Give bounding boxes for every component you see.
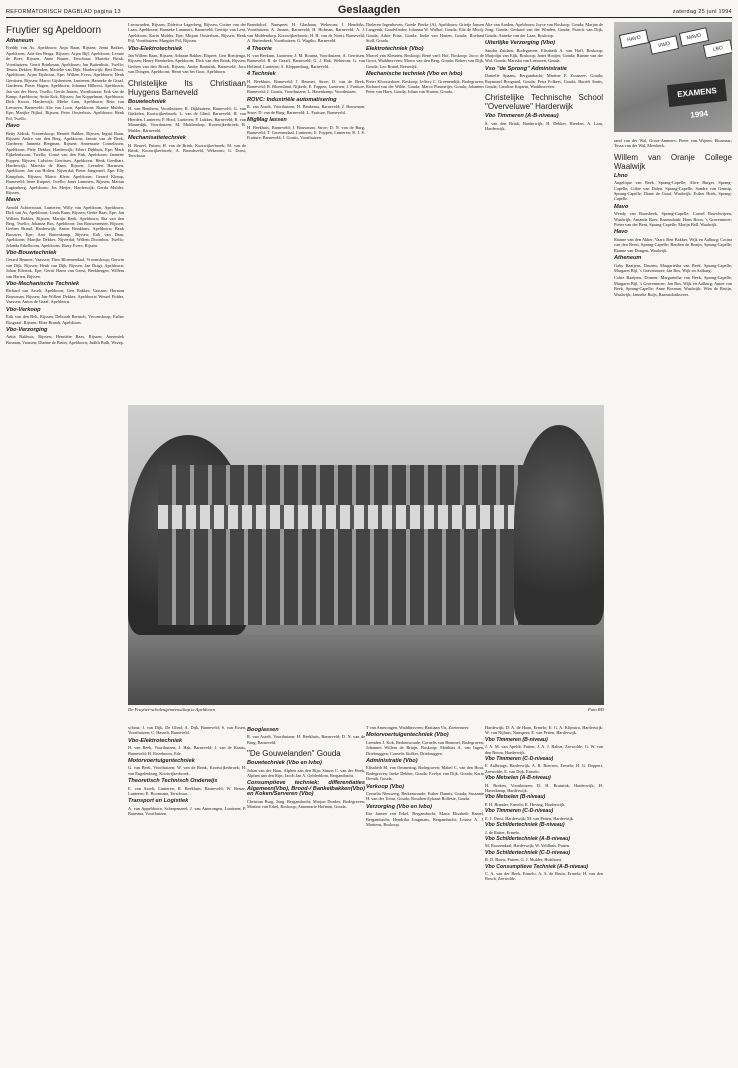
school-title: Fruytier sg Apeldoorn bbox=[6, 25, 102, 36]
graduate-list: T van Amerongen, Waddinxveen; Bastiaan Vis, Zoetermeer. bbox=[366, 725, 470, 730]
section-heading: Vbo Timmeren (B-niveau) bbox=[485, 736, 548, 743]
graduate-list: Elisabeth M. van Ommering, Bodegraven; Mabel C. van den Hout, Bodegraven; Ineke Dekker, Gouda; Evelyn van Dijk, Gouda; Karin Drenth, Gouda. bbox=[366, 765, 484, 782]
section-heading: Theoretisch Technisch Onderwijs bbox=[128, 778, 218, 785]
section-heading: 4 Techniek bbox=[247, 71, 276, 78]
graduate-list: Betty Aldink, Vroomshoop; Henriët Bakker, Rijssen; Ingrid Baan, Rijssen; Andre van den Berg, Apeldoorn; Jannie van de Beek, Garderen; Jannetta Bregman, Rijssen; Annemarie Cornelissen, Apeldoorn; Piety Dekker, Harderwijk; Eibert Dijkhuis, Epe; Mark Eijkelenboom, Twello; Corné van den Enk, Apeldoorn; Jannette Foppen, Rijssen; Lidwien Gerritsen, Apeldoorn; Henk Goedhart, Harderwijk; Mariska de Haan, Rijssen; Leendert Harmsen, Apeldoorn; Jan van Holten, Nijverdal; Pieter Jongeneel, Epe; Elly Kamphuis, Rijssen; Marco Klein, Apeldoorn; Gerard Klomp, Barneveld; Irene Kuipers, Twello; Janet Lammers, Rijssen; Marian Lugtenberg, Apeldoorn; Jos Meijer, Harderwijk; Gerda Mulder, Rijssen. bbox=[6, 130, 124, 195]
graduate-list: Alie van Aarden, Apeldoorn; Joyce van Boskoop, Gouda; Marjan de Jong, Gouda; Gerhard van der Winden, Gouda; Patrick van Dijk, Gouda; Anneke van der Laan, Boskoop. bbox=[485, 22, 603, 38]
exam-photo bbox=[614, 22, 732, 132]
section-heading: Vbo Timmeren (C-D-niveau) bbox=[485, 808, 554, 815]
section-heading: Atheneum bbox=[6, 38, 34, 44]
section-heading: Vbo-Verkoop bbox=[6, 306, 41, 313]
section-heading: Mechanisatietechniek bbox=[128, 135, 186, 142]
graduate-list: Pieter Kloosterboer, Boskoop; Jeffrey C. Groenendijk, Bodegraven; Richard van der Wilde, Gouda; Marco Plasmeijer, Gouda; Johannes Peter van Harn, Gouda; Johan van Straten, Gouda. bbox=[366, 78, 484, 95]
page-header bbox=[6, 4, 732, 18]
bottom-column-4 bbox=[366, 725, 484, 1065]
column-4 bbox=[366, 22, 484, 402]
graduate-list: Ilse Jansen van Erkel, Bergambacht; Maria Elisabeth Hamel, Bergambacht; Hendrika Jongmans, Bergambacht; Louise A. J. Marttens, Boskoop. bbox=[366, 811, 484, 828]
section-heading: Vbo Timmeren (A-B-niveau) bbox=[485, 113, 559, 120]
exam-banner: EXAMENS 1994 bbox=[667, 79, 727, 107]
graduate-list: F. Aalbrings, Harderwijk; A. R. Boersen, Ermelo; H. G. Doppert, Zeewolde; E. van Dijk, Ermelo. bbox=[485, 763, 603, 774]
graduate-list: R. van Asselt, Voorthuizen; H. Beukema, Barneveld; J. Bouwman, Stroe; D. van de Burg, Barneveld; L. Fraiture, Barneveld. bbox=[247, 104, 365, 115]
graduate-list: E. van Asselt, Lunteren; R. Beekhuis, Barneveld; W. Beuze, Lunteren; E. Boomsma, Terschuur. bbox=[128, 785, 246, 797]
graduate-list: C. A. van der Beek, Ermelo; A. S. de Bruin, Ermelo; H. van den Bosch, Zeewolde. bbox=[485, 870, 603, 882]
graduate-list: R. van Asselt, Voorthuizen; H. Beekhuis, Barneveld; D. N. van de Burg, Barneveld. bbox=[247, 734, 365, 745]
graduate-list: Anita Bakhuis, Rijssen; Henriëtte Baas, Rijssen; Annemiek Bosman, Vaassen; Dianne de Bruin, Apeldoorn; Judith Bulk, Wezep. bbox=[6, 334, 124, 345]
graduate-list: H. Beekhuis, Barneveld; J. Bouwman, Stroe; D. N. van de Burg, Barneveld; T. Groenendaal, Lunteren; E. Foppen, Lunteren; R. J. S. Fraiture, Barneveld; J. Goutis, Voorthuizen. bbox=[247, 124, 365, 141]
gutter-6 bbox=[604, 22, 612, 1062]
section-heading: Verzorging (Vbo en lvbo) bbox=[366, 803, 432, 810]
section-heading: Vbo-Bouwtechniek bbox=[6, 250, 57, 257]
section-heading: Verkoop (Vbo) bbox=[366, 783, 405, 790]
section-heading: MigMag lassen bbox=[247, 117, 287, 124]
bottom-column-5 bbox=[485, 725, 603, 1065]
graduate-list: Erik van den Belt, Rijssen; Deborah Bermolt, Vroomshoop; Esther Bosgraaf, Rijssen; Elize Brandt, Apeldoorn. bbox=[6, 314, 124, 325]
sign-icon: HAVO bbox=[619, 29, 649, 49]
graduate-list: Brandsdorf, Nunspeet; H. Glashaan, Wekerom; J. Hendriks, Voorthuizen; A. Jansen, Barneveld; H. Hofman, Barneveld; A. J. van Middendorp, Kootwijkerbroek; H. H. van de Noort, Barneveld; A. Ruitenbeek, Voorthuizen; G. Wagtho, Barneveld. bbox=[247, 22, 365, 44]
section-heading: Booglassen bbox=[247, 727, 279, 733]
graduate-list: H. van Beek, Voorthuizen; J. Hak, Barneveld; J. van de Kraats, Barneveld; H. Rozeboom, Ede. bbox=[128, 745, 246, 756]
school-photo bbox=[128, 405, 604, 705]
graduate-list: Wendy van Baarsbeek, Sprang-Capelle; Cornel Bouwhuijzen, Waalwijk; Amanda Boer, Raamsdonk; Hans Boon, 's Gravenmoer; Pieter van der Bent, Sprang-Capelle; Marijn Bell, Waalwijk. bbox=[614, 211, 732, 228]
graduate-list: H. van Benthem, Voorthuizen; R. Dijkhuizen, Barneveld; G. van Ginkelen, Kootwijkerbroek; L. van de Glind, Barneveld; H. van Hierden, Lunteren; P. Hoof, Lunteren; P. Lukkes, Barneveld; R. van Maanedijk, Voorthuizen; M. Middendorp, Kootwijkerbroek; B. Mulder, Barneveld. bbox=[128, 106, 246, 133]
graduate-list: Jan Willem Baan, Rijssen; Adriaan Bakker, Elspeet; Gert Boeijenga, Rijssen; Henry Breukelen, Apeldoorn; Dick van den Brink, Rijssen; Gerben van den Broek, Rijssen; Andre Bruinink, Barneveld; Jaco van Dongen, Apeldoorn; Henri van het Goor, Apeldoorn. bbox=[128, 53, 246, 75]
graduate-list: Johan van der Haas, Alphen aan den Rijn; Simon C. van der Hoek, Alphen aan den Rijn; Jacob Jan A. Gelderblom, Bergambacht. bbox=[247, 767, 365, 779]
sign-icon: MAVO bbox=[679, 27, 709, 47]
graduate-list: Marcel van Kleunen, Boskoop; René van't Hof, Boskoop; Jacco de Groot, Waddinxveen; Marco van den Berg, Gouda; Robert van Dijk, Gouda; Leo Brand, Reeuwijk. bbox=[366, 53, 484, 69]
graduate-list: Arnold Achterstraat, Lunteren; Willy van Apeldoorn, Apeldoorn; Dirk van As, Apeldoorn; Linda Baan, Rijssen; Gerke Baas, Epe; Jan Willem Bakker, Rijssen; Martijn Beek, Apeldoorn; Ria van den Berg, Twello; Johanna Bos, Apeldoorn; Jan Bouwmeester, Rijssen; Gerben Brand, Harderwijk; Anton Brinkhuis, Apeldoorn; Henk Brouwer, Epe; Aart Buitenkamp, Rijssen; Erik van Dam, Apeldoorn; Marijke Dekker, Nijverdal; Willem Doornbos, Twello; Jolanda Eikelboom, Apeldoorn; Harry Evers, Rijssen. bbox=[6, 204, 124, 248]
graduate-list: Leeuwarden, Rijssen; Diderica Lagerberg, Rijssen; Corine van der Laan, Apeldoorn; Hanneke Lammers, Barneveld; Gerritje van Lent, Apeldoorn; Karin Mulder, Epe; Mirjam Oosterhuis, Rijssen; Henk Pijl, Voorthuizen; Margriet Pol, Rijssen. bbox=[128, 22, 246, 44]
sign-icon: LBO bbox=[703, 39, 732, 59]
column-1 bbox=[6, 22, 124, 1062]
section-heading: Vbo Metselen (B-niveau) bbox=[485, 794, 546, 801]
column-5 bbox=[485, 22, 603, 402]
section-heading: Motorvoertuigentechniek bbox=[128, 758, 195, 765]
section-heading: Vbo-Elektrotechniek bbox=[128, 45, 183, 52]
column-2 bbox=[128, 22, 246, 402]
graduate-list: Angelique van Beek, Sprang-Capelle; Alice Burger, Sprang-Capelle; Cobie van Dalen, Sprang-Capelle; Sandra van Gennip, Sprang-Capelle; Diane de Graaf, Waalwijk; Esther Hoek, Sprang-Capelle. bbox=[614, 180, 732, 202]
section-heading: Administratie (Vbo) bbox=[366, 758, 418, 765]
section-heading: Uiterlijke Verzorging (Vbo) bbox=[485, 40, 556, 47]
photo-credit: Foto RD bbox=[588, 707, 604, 712]
column-7 bbox=[614, 138, 732, 1063]
graduate-list: E. J. Drost, Harderwijk; M. van Petten, Harderwijk. bbox=[485, 815, 574, 821]
section-heading: Transport en Logistiek bbox=[128, 798, 189, 805]
graduate-list: H. Beekhuis, Barneveld; J. Beumer, Stroe; D. van de Beek, Barneveld; R. Bloemland, Nijkerk; E. Foppen, Lunteren; J. Fraiture, Barneveld; J. Goutis, Voorthuizen; L. Hasenkamp, Voorthuizen. bbox=[247, 78, 365, 95]
section-heading: Motorvoertuigentechniek (Vbo) bbox=[366, 732, 449, 739]
bottom-column-2 bbox=[128, 725, 246, 1065]
section-heading: Vbo Schildertechniek (B-niveau) bbox=[485, 822, 565, 829]
school-title: Christelijke Its Christiaan Huygens Barneveld bbox=[128, 78, 246, 97]
schoolyard bbox=[128, 635, 604, 705]
section-heading: Vbo-Elektrotechniek bbox=[128, 737, 183, 744]
section-heading: Vbo-Verzorging bbox=[6, 326, 48, 333]
graduate-list: Hardewijk; D. A. de Haan, Ermelo; E. G. A. Klijnstra, Harderwijk; W. van Nijhuis, Nunspeet; E. van Petten, Harderwijk. bbox=[485, 725, 603, 736]
section-heading: Vbo Schildertechniek (C-D-niveau) bbox=[485, 849, 571, 856]
graduate-list: Rianne van den Akker, Vaart; Bert Bakker, Wijk en Aalburg; Corina van den Beest, Sprang-Capelle; Berdien de Bruijn, Sprang-Capelle; Rianne van Dongen, Waalwijk. bbox=[614, 236, 732, 253]
graduate-list: rand van der Wal, Groot-Ammers; Pieter van Wijnen, Hoornaar; Tessa van der Wal, Meerkerk. bbox=[614, 138, 732, 149]
graduate-list: H. Beuzel, Putten; H. van de Brink, Kootwijkerbroek; M. van de Brink, Kootwijkerbroek; A. Brondsveld, Wekerom; G. Dorst, Terschuur. bbox=[128, 142, 246, 159]
section-heading: Havo bbox=[6, 123, 20, 130]
section-heading: Bouwtechniek (Vbo en lvbo) bbox=[247, 760, 322, 767]
section-heading: 4 Theorie bbox=[247, 45, 272, 52]
graduate-list: Leendert J. Kok, Berkenwoude; Cornelis van Bemmel, Bodegraven; Johannes Willem de Bruijn, Boskoop; Matthias A. van Ingen, Driebruggen; Cornelis Stolker, Driebruggen. bbox=[366, 739, 484, 756]
section-heading: Vbo Schildertechniek (A-B-niveau) bbox=[485, 835, 571, 842]
section-heading: Mavo bbox=[6, 197, 21, 204]
graduate-list: Gaby Baaijens, Drunen; Margarietha van Beek, Sprang-Capelle; Margaret Bijl, 's Gravenmoer; Jan Bos, Wijk en Aalburg. bbox=[614, 262, 732, 273]
graduate-list: Gerard Beumer, Vaassen; Theo Bloemendaal, Vroomshoop; Gerwin van Dijk, Rijssen; Henk van Dijk, Rijssen; Jan Dragt, Apeldoorn; Johan Elferink, Epe; Gerrit Harm van Geest, Beekbergen; Willem van Harten, Rijssen. bbox=[6, 257, 124, 279]
section-heading: Vbo Timmeren (C-D-niveau) bbox=[485, 756, 554, 763]
section-heading: Vso "de Sprong" Administratie bbox=[485, 65, 567, 72]
graduate-list: Cornelia Nieuwerg, Berkenwoude; Esther Dannis, Gouda; Susannie H. van der Toorn, Gouda; Rosalien Eykaart Bolleste, Gouda. bbox=[366, 791, 484, 802]
header-left: REFORMATORISCH DAGBLAD pagina 13 bbox=[6, 9, 121, 15]
section-heading: ROVC: Industriële automatisering bbox=[247, 96, 337, 103]
graduate-list: Sandra Zuidam, Bodegraven; Elisabeth A. van Hoff, Boskoop; Marjolijn van Eijk, Boskoop; Janet Hooijer, Gouda; Rianne van der Wal, Gouda; Mariska van Leeuwen, Gouda. bbox=[485, 47, 603, 64]
graduate-list: Richard van Asselt, Apeldoorn; Gert Bakker, Vaassen; Herman Bouwman, Rijssen; Jan-Willem Dekker, Apeldoorn; Wessel Fidder, Vaassen; Anton de Graaf, Apeldoorn. bbox=[6, 288, 124, 305]
photo-caption bbox=[128, 707, 604, 712]
graduate-list: J. de Ruiter, Ermelo. bbox=[485, 829, 521, 835]
section-heading: Vbo Consumptieve Techniek (A-B-niveau) bbox=[485, 863, 588, 870]
graduate-list: P. H. Brander, Ermelo; E. Hoving, Harderwijk. bbox=[485, 801, 566, 807]
graduate-list: H. Breken, Voorthuizen; D. H. Bruinink, Harderwijk; H. Haverkamp, Harderwijk. bbox=[485, 782, 603, 794]
graduate-list: A. van Appeldoorn, Scherpenzeel; J. van Amerongen, Lunteren; P. Baarsma, Voorthuizen. bbox=[128, 805, 246, 817]
bottom-column-3 bbox=[247, 725, 365, 1065]
caption-text: De Fruytier-scholengemeenschap te Apeldoorn bbox=[128, 707, 215, 712]
graduate-list: H. van Beekum, Lunteren; J. M. Bouma, Voorthuizen; A. Gerritsen, Barneveld; R. de Graaff, Barneveld; G. J. Hak, Wekerom; G. van Holland, Lunteren; A. Kloppenburg, Barneveld. bbox=[247, 53, 365, 69]
sign-icon: VWO bbox=[649, 35, 679, 55]
section-heading: Mechanische techniek (Vbo en lvbo) bbox=[366, 71, 463, 78]
section-heading: Bouwtechniek bbox=[128, 98, 166, 105]
trees-right bbox=[514, 425, 604, 625]
graduate-list: Danielle Spaans, Bergambacht; Martine F. Zwanzee, Gouda; Raymond Boogaard, Gouda; Petra Folkers, Gouda; Harriët Smits, Gouda; Caroline Kaptein, Waddinxveen. bbox=[485, 73, 603, 90]
school-title: "De Gouwelanden" Gouda bbox=[247, 749, 341, 759]
school-title: Willem van Oranje College Waalwijk bbox=[614, 152, 732, 171]
school-title: Christelijke Technische School "Overveluwe" Harderwijk bbox=[485, 93, 603, 112]
graduate-list: schout; J. van Dijk, De Glind; A. Dijk, Barneveld; S. van Essen, Voorthuizen; C. Hasselt, Barneveld. bbox=[128, 725, 246, 736]
header-date: zaterdag 25 juni 1994 bbox=[672, 9, 732, 15]
section-heading: Mavo bbox=[614, 203, 629, 210]
graduate-list: J. A. M. van Apeldt, Putten; J. A. J. Baltus, Zeewolde; G. W. van den Boom, Harderwijk. bbox=[485, 744, 603, 755]
column-3 bbox=[247, 22, 365, 402]
section-heading: Elektrotechniek (Vbo) bbox=[366, 45, 424, 52]
section-heading: Havo bbox=[614, 229, 628, 236]
graduate-list: Dieleren Ingenhoven, Goede Pierke (A), Apeldoorn; Grietje Jansen Langerak, Goudvlinder; Johanna W. Walhof, Gouda; Elie de Mooij, Gouda; Adrie Prins, Gouda; Ineke van Harten, Gouda; Roeland Stoll, Gouda. bbox=[366, 22, 484, 44]
section-title: Geslaagden bbox=[337, 4, 401, 16]
section-heading: Atheneum bbox=[614, 255, 642, 262]
section-heading: Vbo-Mechanische Techniek bbox=[6, 281, 80, 288]
graduate-list: Christian Burg, Jong, Bergambacht; Marjon Donker, Bodegraven; Martine van Erkel, Boskoop; Annemarie Hofman, Gouda. bbox=[247, 798, 365, 810]
graduate-list: R. D. Bouw, Putten; G. J. Mulder, Hulshorst. bbox=[485, 857, 563, 863]
section-heading: Lhno bbox=[614, 172, 628, 179]
graduate-list: S. van den Brink, Harderwijk; H. Dekker, Hierden; A. Lam, Harderwijk. bbox=[485, 120, 603, 132]
section-heading: Consumptieve techniek; differentiaties Algemeen(Vbo), Brood-/ Banketbakken(Vbo) en Koken/Serveren (Vbo) bbox=[247, 780, 365, 798]
graduate-list: G. van Beek, Voorthuizen; W. van de Brink, Kootwijkerbroek; H. van Engelenburg, Kootwijkerbroek. bbox=[128, 765, 246, 776]
graduate-list: Freddy van As, Apeldoorn; Anja Baan, Rijssen; Jenni Bakker, Apeldoorn; Arie-Jan Berga, Rijssen; Arjan Bijl, Apeldoorn; Leonie de Boer, Rijssen; Anne Bouter, Terschuur; Marieke Brink, Voorthuizen; Gerrit Brinkman, Apeldoorn; Jan Buitenhuis, Twello; Teunis Dekker, Hierden; Marieke van Dijk, Harderwijk; Bert Drost, Apeldoorn; Arjan Eijsbouts, Epe; Willem Evers, Apeldoorn; Henk Gerritsen, Rijssen; Marco Gijsbertsen, Lunteren; Hanneke de Graaf, Garderen; Pieter Hagen, Apeldoorn; Johanna Hilhorst, Apeldoorn; Jan van der Horst, Twello; Gerda Jansen, Voorthuizen; Erik van de Kamp, Apeldoorn; Anita Kok, Rijssen; Jan Koppelman, Apeldoorn; Dick Kroon, Harderwijk; Mieke Lam, Apeldoorn; Rein van Leeuwen, Barneveld; Alie van Loon, Apeldoorn; Rianne Mulder, Epe; Marijke Nijhof, Rijssen; Peter Oosterhuis, Apeldoorn; Henk Pol, Twello. bbox=[6, 45, 124, 121]
graduate-list: Cobie Baaijens, Drunen; Margarietha van Beek, Sprang-Capelle; Margaret Bijl, 's Gravenmoer; Jan Bos, Wijk en Aalburg; Annet van Beek, Sprang-Capelle; Anne Bosman, Waalwijk; Wim de Bruijn, Waalwijk; Janneke Buijs, Raamsdonksveer. bbox=[614, 275, 732, 297]
section-heading: Vbo Metselen (A-B-niveau) bbox=[485, 775, 551, 782]
graduate-list: M. Roozendaal, Harderwijk; W. Veldhuis, Putten. bbox=[485, 843, 571, 849]
